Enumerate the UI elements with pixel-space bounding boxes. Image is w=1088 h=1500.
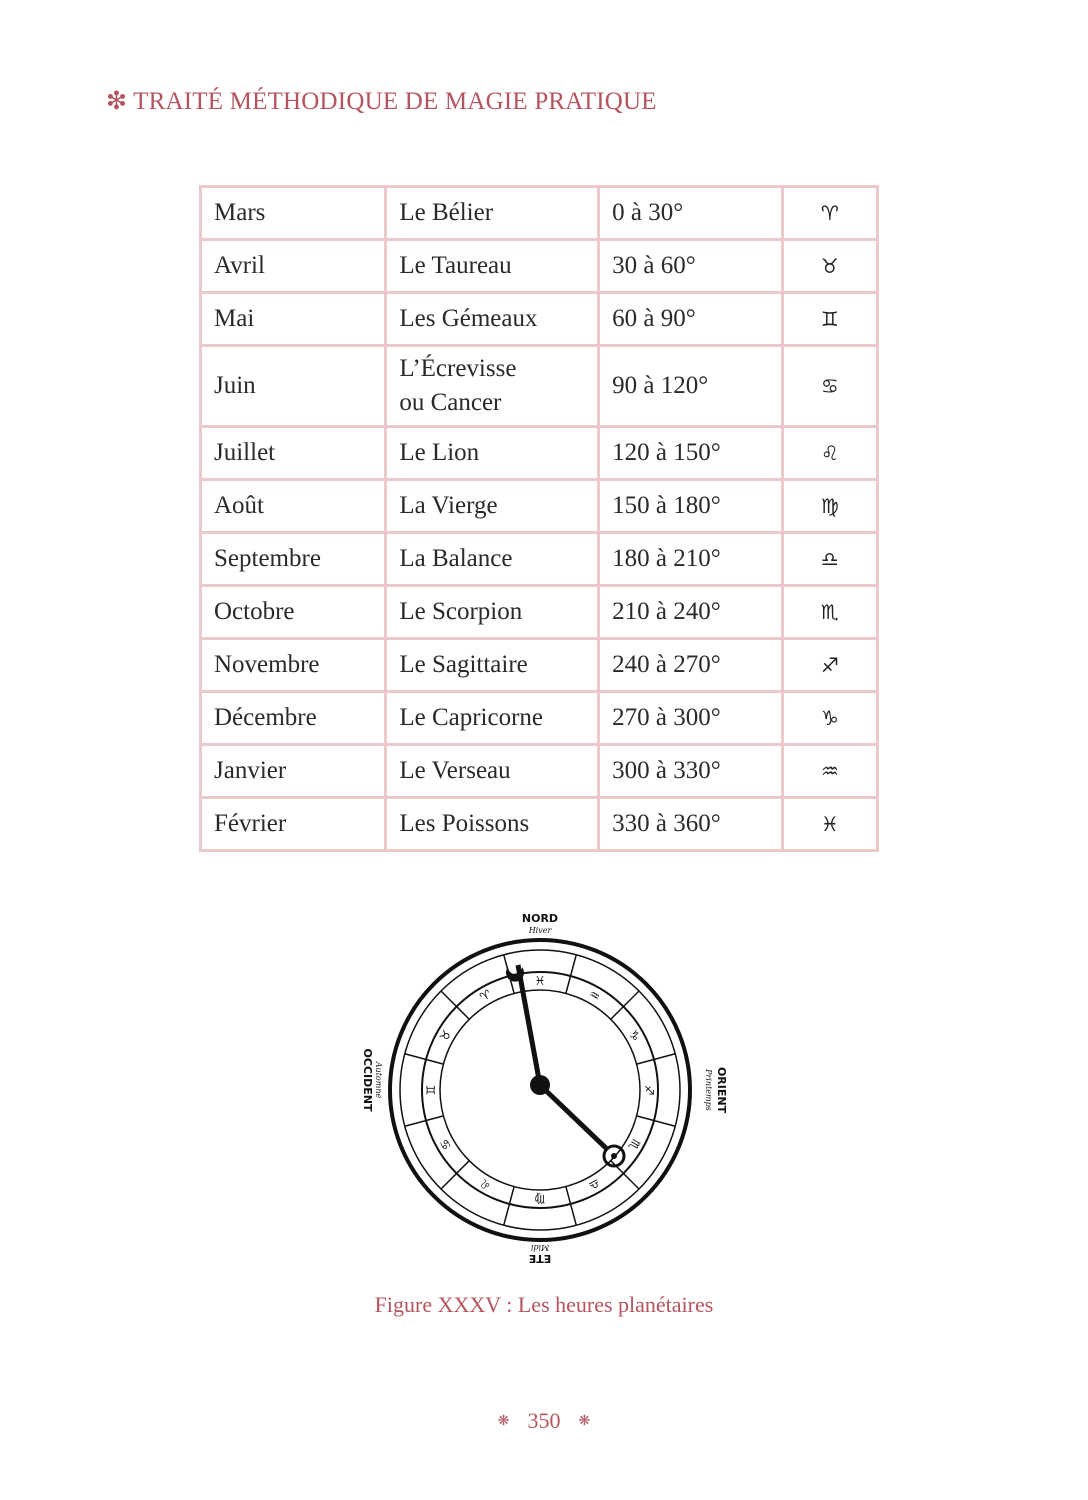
ring-glyph: ♉ [436, 1027, 455, 1044]
west-label: OCCIDENT [361, 1048, 374, 1112]
header-ornament: ❇ [106, 88, 128, 115]
degrees-cell: 30 à 60° [599, 240, 782, 293]
aries-symbol-icon: ♈ [782, 187, 877, 240]
month-cell: Mars [201, 187, 386, 240]
degrees-cell: 180 à 210° [599, 533, 782, 586]
ring-glyph: ♒ [586, 986, 603, 1005]
ring-glyph: ♊ [424, 1084, 438, 1096]
figure-caption: Figure XXXV : Les heures planétaires [374, 1292, 714, 1317]
ring-glyph: ♈ [477, 986, 494, 1005]
table-row [201, 187, 878, 240]
ring-glyph: ♋ [436, 1136, 455, 1153]
month-cell: Décembre [201, 692, 386, 745]
ring-divider [441, 991, 469, 1019]
month-cell: Janvier [201, 745, 386, 798]
page-footer [0, 1408, 1088, 1434]
sign-cell: Les Gémeaux [386, 293, 599, 346]
month-cell: Juin [201, 346, 386, 427]
degrees-cell: 120 à 150° [599, 427, 782, 480]
sign-line-2: ou Cancer [399, 389, 502, 416]
page-number: 350 [527, 1408, 561, 1433]
degrees-cell: 0 à 30° [599, 187, 782, 240]
sign-line-1: L’Écrevisse [399, 355, 517, 382]
month-cell: Avril [201, 240, 386, 293]
sign-cell: Les Poissons [386, 798, 599, 851]
sign-cell: La Balance [386, 533, 599, 586]
ring-divider [405, 1116, 444, 1126]
degrees-cell: 330 à 360° [599, 798, 782, 851]
month-cell: Septembre [201, 533, 386, 586]
leo-symbol-icon: ♌ [782, 427, 877, 480]
ring-divider [441, 1161, 469, 1189]
degrees-cell: 210 à 240° [599, 586, 782, 639]
ring-divider [566, 955, 576, 994]
ring-glyph: ♐ [642, 1084, 656, 1096]
ring-divider [637, 1054, 676, 1064]
month-cell: Février [201, 798, 386, 851]
sun-icon-center [611, 1153, 617, 1159]
ring-divider [611, 991, 639, 1019]
virgo-symbol-icon: ♍ [782, 480, 877, 533]
sign-cell: Le Taureau [386, 240, 599, 293]
north-season-label: Hiver [528, 926, 552, 935]
ring-divider [405, 1054, 444, 1064]
sign-cell [386, 346, 599, 427]
degrees-cell: 300 à 330° [599, 745, 782, 798]
table-row [201, 293, 878, 346]
degrees-cell: 270 à 300° [599, 692, 782, 745]
gemini-symbol-icon: ♊ [782, 293, 877, 346]
sign-cell: Le Capricorne [386, 692, 599, 745]
scorpio-symbol-icon: ♏ [782, 586, 877, 639]
ring-divider [566, 1187, 576, 1226]
table-row [201, 480, 878, 533]
table-row [201, 346, 878, 427]
sign-cell: Le Scorpion [386, 586, 599, 639]
taurus-symbol-icon: ♉ [782, 240, 877, 293]
footer-ornament-left: ❋ [497, 1414, 510, 1429]
north-label: NORD [521, 912, 559, 925]
south-label: ETE [528, 1252, 552, 1265]
table-row [201, 639, 878, 692]
planetary-hours-figure [350, 905, 730, 1265]
dial-center [530, 1075, 550, 1095]
table-row [201, 586, 878, 639]
month-cell: Août [201, 480, 386, 533]
libra-symbol-icon: ♎ [782, 533, 877, 586]
east-season-label: Printemps [704, 1069, 713, 1111]
zodiac-dial-illustration [350, 905, 730, 1265]
ring-glyph: ♓ [534, 974, 546, 988]
sign-cell: Le Sagittaire [386, 639, 599, 692]
degrees-cell: 60 à 90° [599, 293, 782, 346]
south-season-label: Midi [530, 1243, 550, 1252]
west-season-label: Automne [374, 1061, 383, 1099]
footer-ornament-right: ❋ [578, 1414, 591, 1429]
sun-hand [540, 1085, 608, 1150]
table-row [201, 240, 878, 293]
sagittarius-symbol-icon: ♐ [782, 639, 877, 692]
ring-glyph: ♌ [477, 1175, 494, 1194]
sign-cell: Le Bélier [386, 187, 599, 240]
ring-divider [504, 1187, 514, 1226]
sign-cell: Le Verseau [386, 745, 599, 798]
aquarius-symbol-icon: ♒ [782, 745, 877, 798]
table-row [201, 745, 878, 798]
zodiac-table [199, 185, 879, 852]
cancer-symbol-icon: ♋ [782, 346, 877, 427]
table-row [201, 798, 878, 851]
capricorn-symbol-icon: ♑ [782, 692, 877, 745]
book-title: TRAITÉ MÉTHODIQUE DE MAGIE PRATIQUE [133, 88, 657, 115]
ring-glyph: ♏ [625, 1136, 644, 1153]
month-cell: Juillet [201, 427, 386, 480]
degrees-cell: 90 à 120° [599, 346, 782, 427]
sign-cell: Le Lion [386, 427, 599, 480]
ring-divider [637, 1116, 676, 1126]
ring-glyph: ♎ [586, 1175, 603, 1194]
degrees-cell: 240 à 270° [599, 639, 782, 692]
month-cell: Octobre [201, 586, 386, 639]
table-row [201, 427, 878, 480]
table-row [201, 692, 878, 745]
month-cell: Mai [201, 293, 386, 346]
pisces-symbol-icon: ♓ [782, 798, 877, 851]
ring-glyph: ♑ [625, 1027, 644, 1044]
month-cell: Novembre [201, 639, 386, 692]
running-head [106, 86, 657, 116]
degrees-cell: 150 à 180° [599, 480, 782, 533]
ring-glyph: ♍ [534, 1192, 546, 1206]
table-row [201, 533, 878, 586]
sign-cell: La Vierge [386, 480, 599, 533]
east-label: ORIENT [715, 1066, 728, 1114]
